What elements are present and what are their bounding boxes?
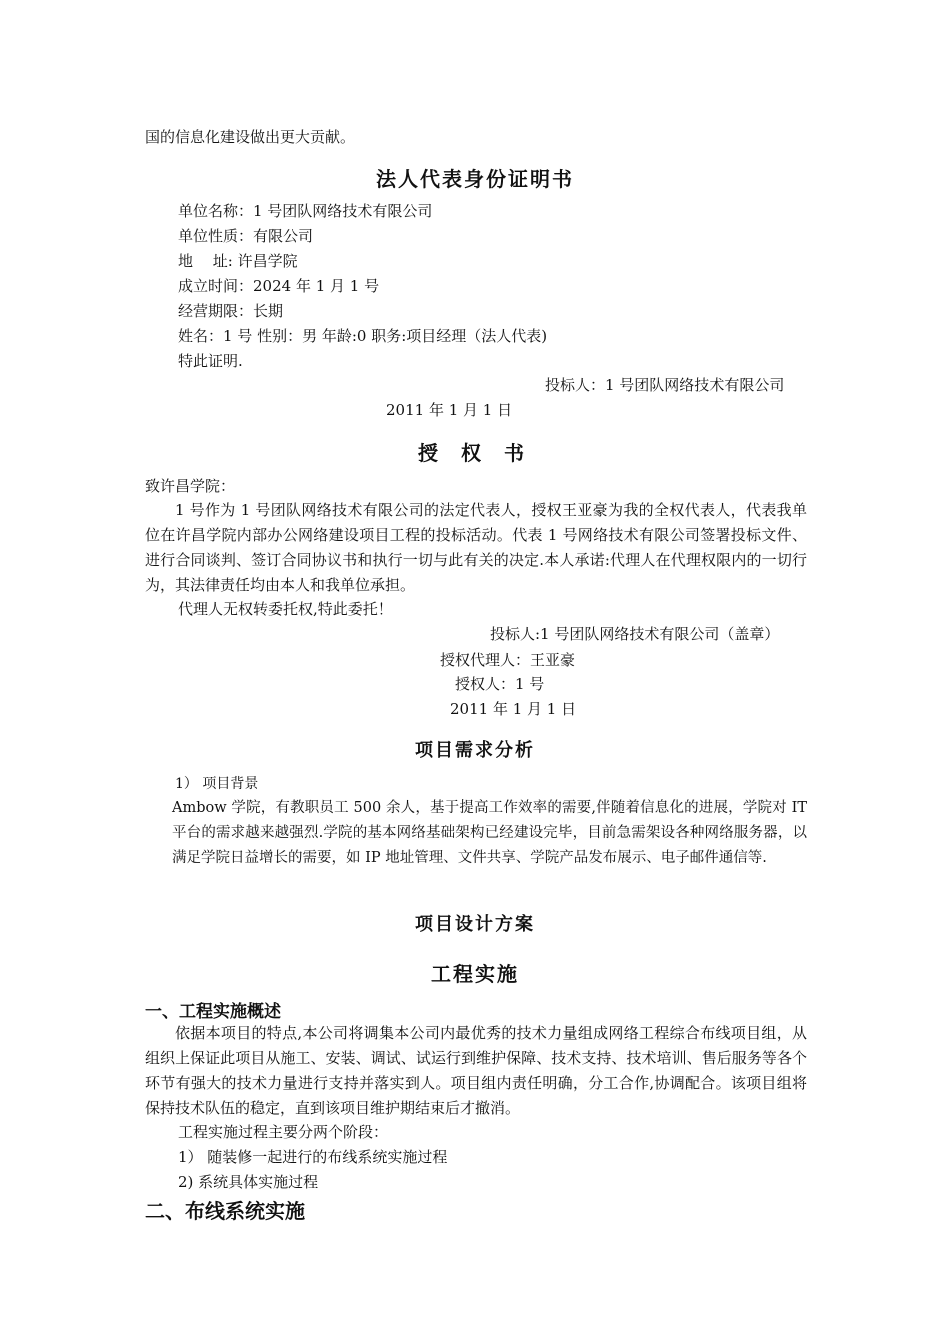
implementation-body: 依据本项目的特点,本公司将调集本公司内最优秀的技术力量组成网络工程综合布线项目组，从组织上保证此项目从施工、安装、调试、试运行到维护保障、技术支持、技术培训、售后服务等各个环节有强大的技术力量进行支持并落实到人。项目组内责任明确，分工合作,协调配合。该项目组将保持技术队伍的稳定，直到该项目维护期结束后才撤消。 (145, 1024, 807, 1117)
auth-bidder: 投标人:1 号团队网络技术有限公司（盖章） (490, 625, 780, 643)
stage-item: 1） 随装修一起进行的布线系统实施过程 (178, 1148, 448, 1166)
auth-no-transfer: 代理人无权转委托权,特此委托！ (178, 600, 393, 618)
cert-line: 特此证明. (178, 352, 243, 370)
implementation-title: 工程实施 (431, 962, 519, 986)
auth-recipient: 致许昌学院： (145, 477, 236, 495)
cert-line: 经营期限：长期 (178, 302, 284, 320)
analysis-body: Ambow 学院，有教职员工 500 余人，基于提高工作效率的需要,伴随着信息化的进展，学院对 IT 平台的需求越来越强烈.学院的基本网络基础架构已经建设完毕，目前急需架设各种网络服务器，以满足学院日益增长的需要，如 IP 地址管理、文件共享、学院产品发布展示、电子邮件通信等. (172, 800, 807, 866)
analysis-item: 1） 项目背景 (175, 776, 259, 792)
cert-line: 姓名：1 号 性别：男 年龄:0 职务:项目经理（法人代表) (178, 327, 548, 345)
cert-bidder: 投标人：1 号团队网络技术有限公司 (545, 376, 785, 394)
auth-grantor: 授权人：1 号 (455, 675, 545, 693)
cert-date: 2011 年 1 月 1 日 (386, 401, 513, 419)
cert-line: 单位名称：1 号团队网络技术有限公司 (178, 202, 433, 220)
section-heading: 二、布线系统实施 (145, 1199, 305, 1223)
auth-agent: 授权代理人：王亚豪 (440, 651, 576, 669)
auth-date: 2011 年 1 月 1 日 (450, 700, 577, 718)
cert-line: 地 址: 许昌学院 (178, 252, 298, 270)
section-heading: 一、工程实施概述 (145, 1002, 281, 1022)
cert-title: 法人代表身份证明书 (376, 167, 574, 191)
intro-tail: 国的信息化建设做出更大贡献。 (145, 128, 356, 146)
auth-body: 1 号作为 1 号团队网络技术有限公司的法定代表人，授权王亚豪为我的全权代表人，代表我单位在许昌学院内部办公网络建设项目工程的投标活动。代表 1 号网络技术有限公司签署投标文件、进行合同谈判、签订合同协议书和执行一切与此有关的决定.本人承诺:代理人在代理权限内的一切行为，其法律责任均由本人和我单位承担。 (145, 501, 807, 594)
cert-line: 成立时间：2024 年 1 月 1 号 (178, 277, 380, 295)
stage-item: 2) 系统具体实施过程 (178, 1173, 319, 1191)
analysis-title: 项目需求分析 (415, 740, 535, 761)
cert-line: 单位性质：有限公司 (178, 227, 314, 245)
stages-intro: 工程实施过程主要分两个阶段： (178, 1123, 389, 1141)
auth-title: 授 权 书 (418, 441, 532, 465)
design-title: 项目设计方案 (415, 914, 535, 935)
